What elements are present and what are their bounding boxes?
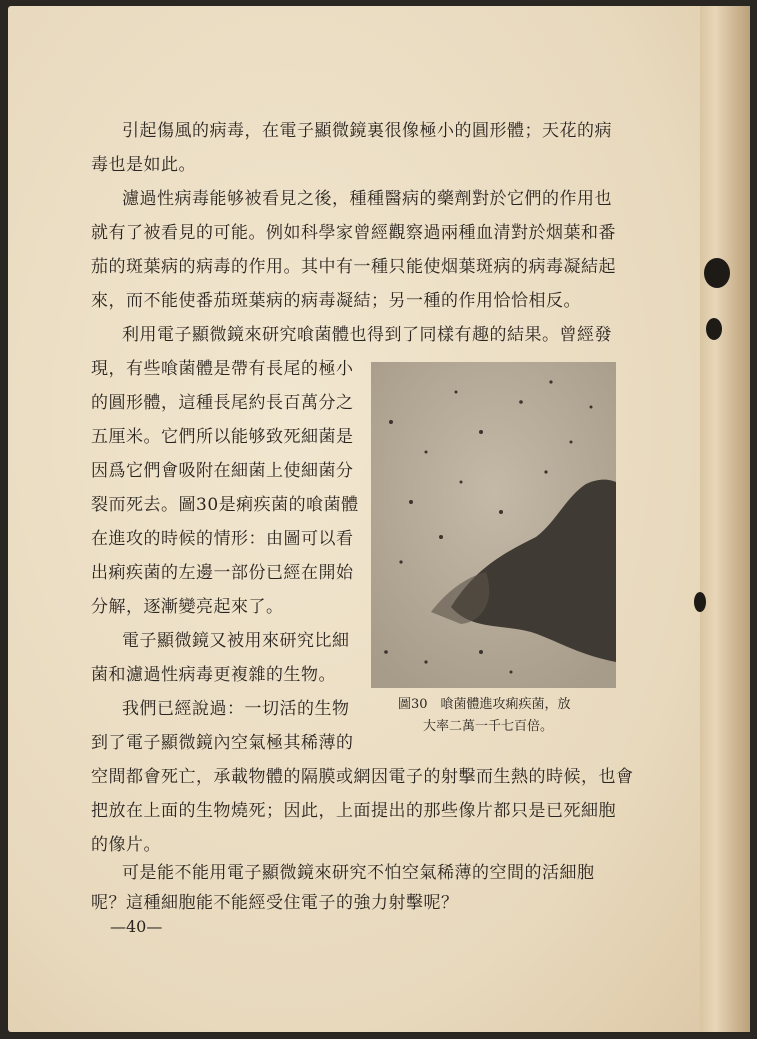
book-spine	[700, 6, 750, 1032]
ink-stain	[694, 592, 706, 612]
ink-stain	[706, 318, 722, 340]
text-line: 空間都會死亡，承載物體的隔膜或網因電子的射擊而生熱的時候，也會	[91, 767, 634, 787]
text-line: 到了電子顯微鏡內空氣極其稀薄的	[91, 733, 354, 753]
text-line: 濾過性病毒能够被看見之後，種種醫病的藥劑對於它們的作用也	[122, 189, 612, 209]
text-line: 毒也是如此。	[91, 155, 196, 175]
text-line: 分解，逐漸變亮起來了。	[91, 597, 284, 617]
text-line: 菌和濾過性病毒更複雜的生物。	[91, 665, 336, 685]
text-line: 就有了被看見的可能。例如科學家曾經觀察過兩種血清對於烟葉和番	[91, 223, 616, 243]
figure-caption: 大率二萬一千七百倍。	[423, 719, 554, 734]
text-line: 茄的斑葉病的病毒的作用。其中有一種只能使烟葉斑病的病毒凝結起	[91, 257, 616, 277]
text-line: 可是能不能用電子顯微鏡來研究不怕空氣稀薄的空間的活細胞	[122, 863, 595, 883]
text-line: 呢？這種細胞能不能經受住電子的強力射擊呢？	[91, 893, 459, 913]
text-line: 因爲它們會吸附在細菌上使細菌分	[91, 461, 354, 481]
text-line: 把放在上面的生物燒死；因此，上面提出的那些像片都只是已死細胞	[91, 801, 616, 821]
micrograph-image	[371, 362, 616, 688]
text-line: 出痢疾菌的左邊一部份已經在開始	[91, 563, 354, 583]
text-line: 引起傷風的病毒，在電子顯微鏡裏很像極小的圓形體；天花的病	[122, 121, 612, 141]
text-line: 我們已經說過：一切活的生物	[122, 699, 350, 719]
text-line: 來，而不能使番茄斑葉病的病毒凝結；另一種的作用恰恰相反。	[91, 291, 581, 311]
figure-caption: 圖30 喰菌體進攻痢疾菌，放	[398, 697, 571, 712]
micrograph-figure	[371, 362, 616, 688]
page-number: —40—	[110, 917, 163, 936]
text-line: 在進攻的時候的情形：由圖可以看	[91, 529, 354, 549]
text-line: 利用電子顯微鏡來研究喰菌體也得到了同樣有趣的結果。曾經發	[122, 325, 612, 345]
text-line: 的像片。	[91, 835, 161, 855]
text-line: 的圓形體，這種長尾約長百萬分之	[91, 393, 354, 413]
text-line: 裂而死去。圖30是痢疾菌的喰菌體	[91, 495, 359, 515]
text-line: 五厘米。它們所以能够致死細菌是	[91, 427, 354, 447]
text-line: 現，有些喰菌體是帶有長尾的極小	[91, 359, 354, 379]
ink-stain	[704, 258, 730, 288]
text-line: 電子顯微鏡又被用來研究比細	[122, 631, 350, 651]
